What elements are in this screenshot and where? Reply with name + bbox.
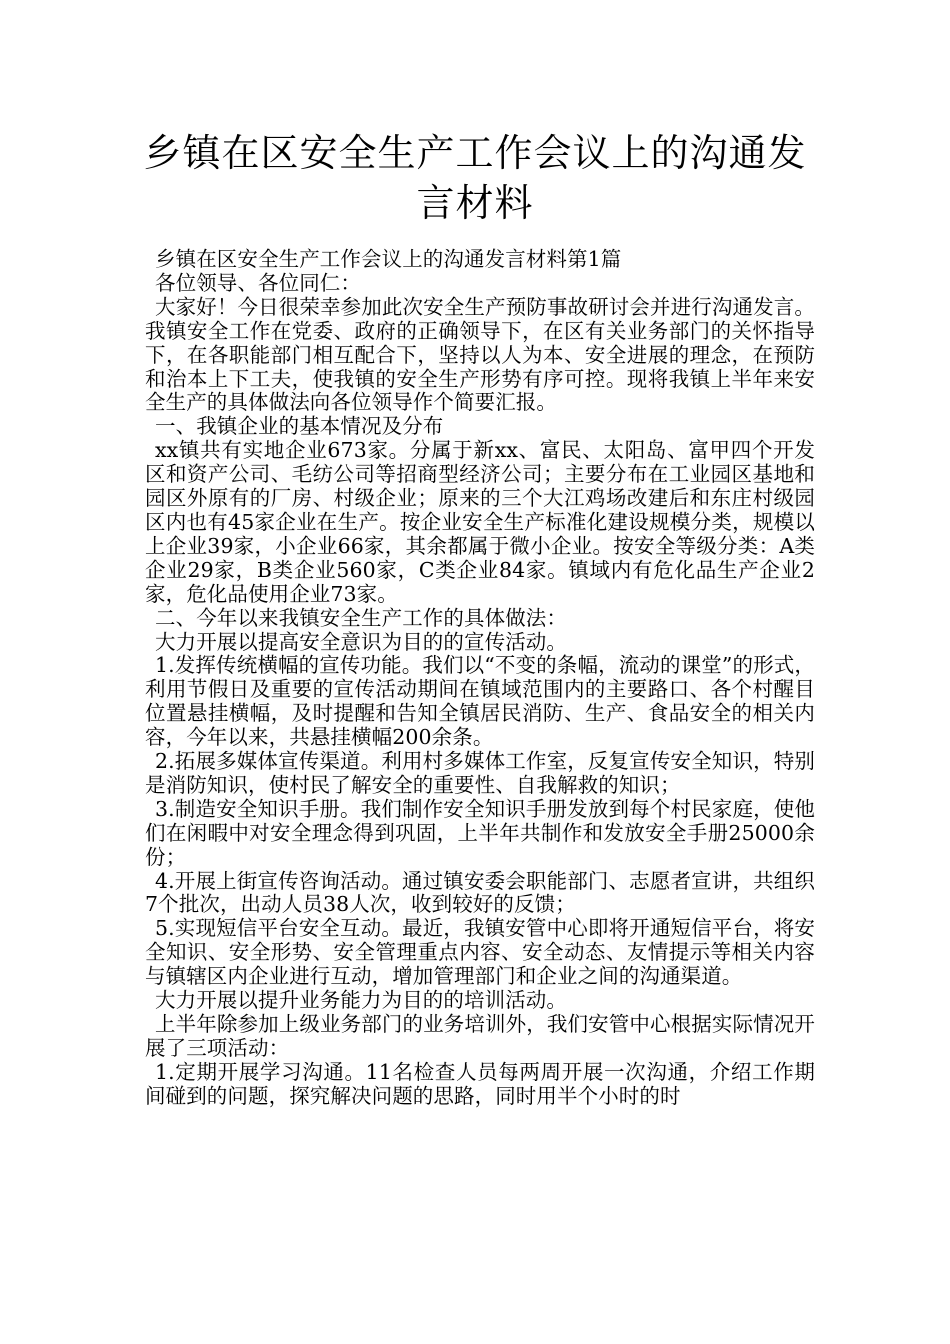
document-title: 乡镇在区安全生产工作会议上的沟通发言材料 [143,131,807,225]
paragraph-item-sms-platform: 5.实现短信平台安全互动。最近，我镇安管中心即将开通短信平台，将安全知识、安全形势、安全管理重点内容、安全动态、友情提示等相关内容与镇辖区内企业进行互动，增加管理部门和企业之间的沟通渠道。 [145,916,815,989]
paragraph-article-heading: 乡镇在区安全生产工作会议上的沟通发言材料第1篇 [155,247,622,271]
subheading-training: 大力开展以提升业务能力为目的的培训活动。 [155,988,567,1013]
paragraph-item-street-consulting: 4.开展上街宣传咨询活动。通过镇安委会职能部门、志愿者宣讲，共组织7个批次，出动人员38人次，收到较好的反馈； [145,868,815,917]
section-heading-1: 一、我镇企业的基本情况及分布 [155,414,444,439]
paragraph-salutation: 各位领导、各位同仁： [155,270,361,295]
paragraph-item-handbook: 3.制造安全知识手册。我们制作安全知识手册发放到每个村民家庭，使他们在闲暇中对安全理念得到巩固，上半年共制作和发放安全手册25000余份； [145,796,815,869]
section-heading-2: 二、今年以来我镇安全生产工作的具体做法： [155,605,567,630]
paragraph-introduction: 大家好！今日很荣幸参加此次安全生产预防事故研讨会并进行沟通发言。我镇安全工作在党委、政府的正确领导下，在区有关业务部门的关怀指导下，在各职能部门相互配合下，坚持以人为本、安全进展的理念，在预防和治本上下工夫，使我镇的安全生产形势有序可控。现将我镇上半年来安全生产的具体做法向各位领导作个简要汇报。 [145,294,815,415]
paragraph-item-banners: 1.发挥传统横幅的宣传功能。我们以“不变的条幅，流动的课堂”的形式，利用节假日及重要的宣传活动期间在镇域范围内的主要路口、各个村醒目位置悬挂横幅，及时提醒和告知全镇居民消防、生产、食品安全的相关内容，今年以来，共悬挂横幅200余条。 [145,653,815,750]
paragraph-enterprise-overview: xx镇共有实地企业673家。分属于新xx、富民、太阳岛、富甲四个开发区和资产公司、毛纺公司等招商型经济公司；主要分布在工业园区基地和园区外原有的厂房、村级企业；原来的三个大江鸡场改建后和东庄村级园区内也有45家企业在生产。按企业安全生产标准化建设规模分类，规模以上企业39家，小企业66家，其余都属于微小企业。按安全等级分类：A类企业29家，B类企业560家，C类企业84家。镇域内有危化品生产企业2家，危化品使用企业73家。 [145,438,815,606]
paragraph-training-intro: 上半年除参加上级业务部门的业务培训外，我们安管中心根据实际情况开展了三项活动： [145,1012,815,1060]
paragraph-item-multimedia: 2.拓展多媒体宣传渠道。利用村多媒体工作室，反复宣传安全知识，特别是消防知识，使村民了解安全的重要性、自我解救的知识； [145,749,815,797]
document-body [145,248,815,1109]
subheading-publicity: 大力开展以提高安全意识为目的的宣传活动。 [155,629,567,654]
paragraph-item-regular-study: 1.定期开展学习沟通。11名检查人员每两周开展一次沟通，介绍工作期间碰到的问题，探究解决问题的思路，同时用半个小时的时 [145,1059,815,1108]
